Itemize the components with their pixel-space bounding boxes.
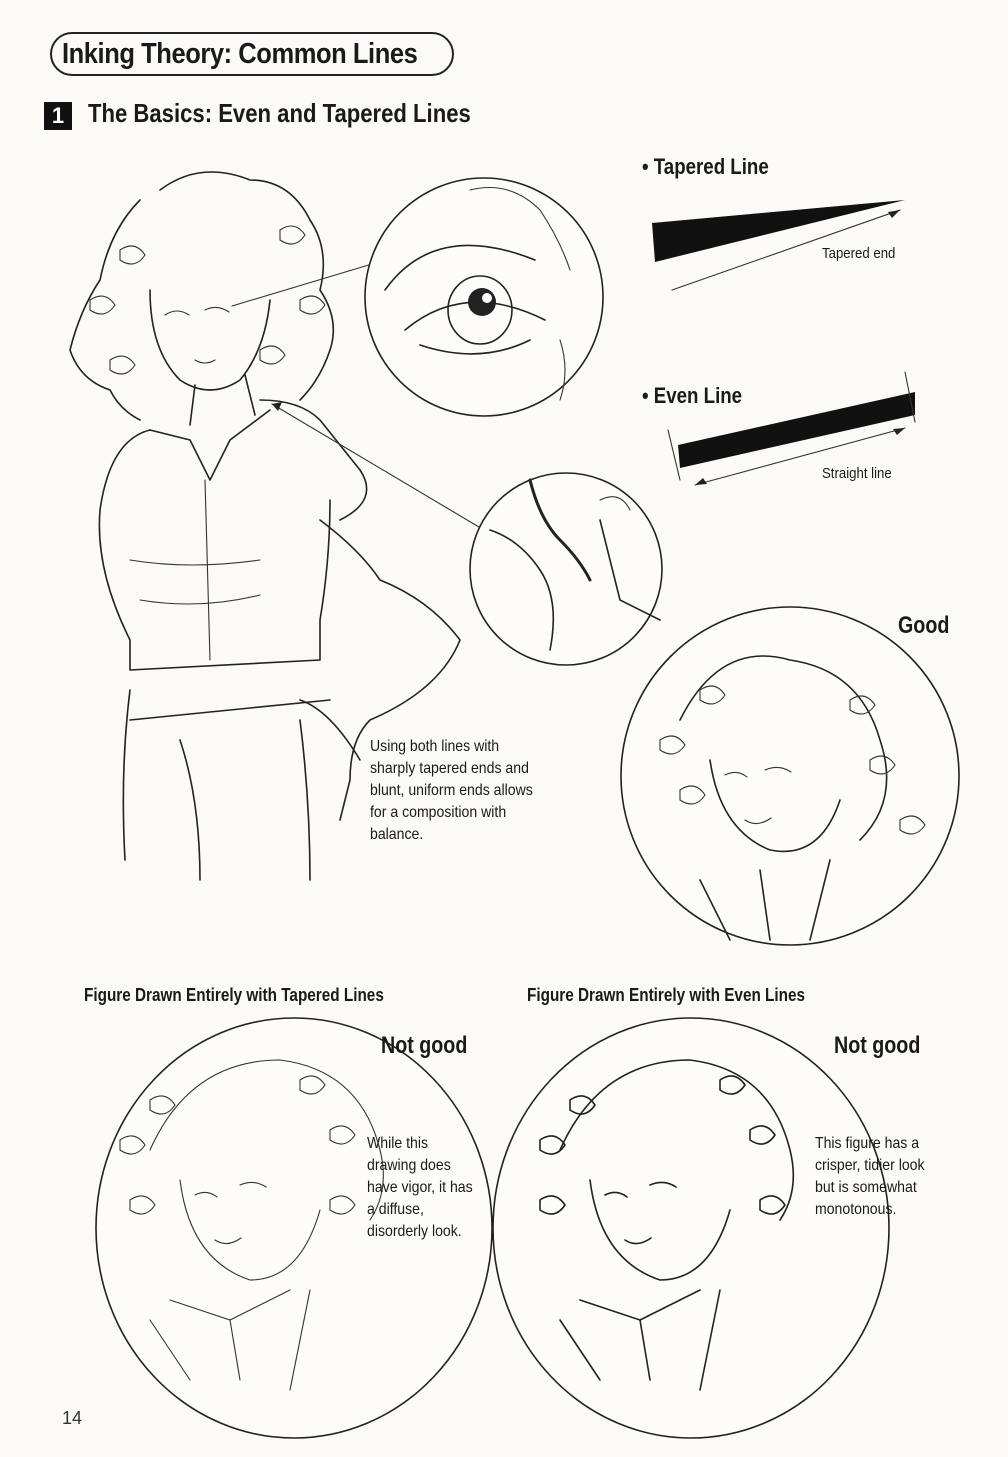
good-example-circle [621,607,959,945]
shoulder-zoom-circle [470,473,662,665]
shoulder-zoom-pointer [272,404,484,530]
tapered-line-heading: • Tapered Line [642,154,769,179]
even-verdict: Not good [834,1032,921,1059]
even-example-caption: Figure Drawn Entirely with Even Lines [527,985,806,1005]
tapered-end-label: Tapered end [822,245,896,262]
page-title: Inking Theory: Common Lines [62,38,418,70]
even-note: This figure has a crisper, tidier look but is somewhat monotonous. [815,1135,925,1218]
tapered-note: While this drawing does have vigor, it has a diffuse, disorderly look. [367,1135,473,1240]
even-example-circle [493,1018,889,1438]
bullet-icon: • [642,383,649,408]
main-caption: Using both lines with sharply tapered ends and blunt, uniform ends allows for a composition with balance. [370,738,533,843]
tapered-verdict: Not good [381,1032,468,1059]
bullet-icon: • [642,154,649,179]
section-number-badge: 1 [44,102,72,130]
even-line-heading: • Even Line [642,383,743,408]
eye-zoom-pointer [232,264,372,306]
page-number: 14 [62,1408,83,1428]
straight-line-label: Straight line [822,465,892,482]
tapered-example-caption: Figure Drawn Entirely with Tapered Lines [84,985,384,1005]
section-title: The Basics: Even and Tapered Lines [88,98,471,128]
good-label: Good [898,612,950,639]
